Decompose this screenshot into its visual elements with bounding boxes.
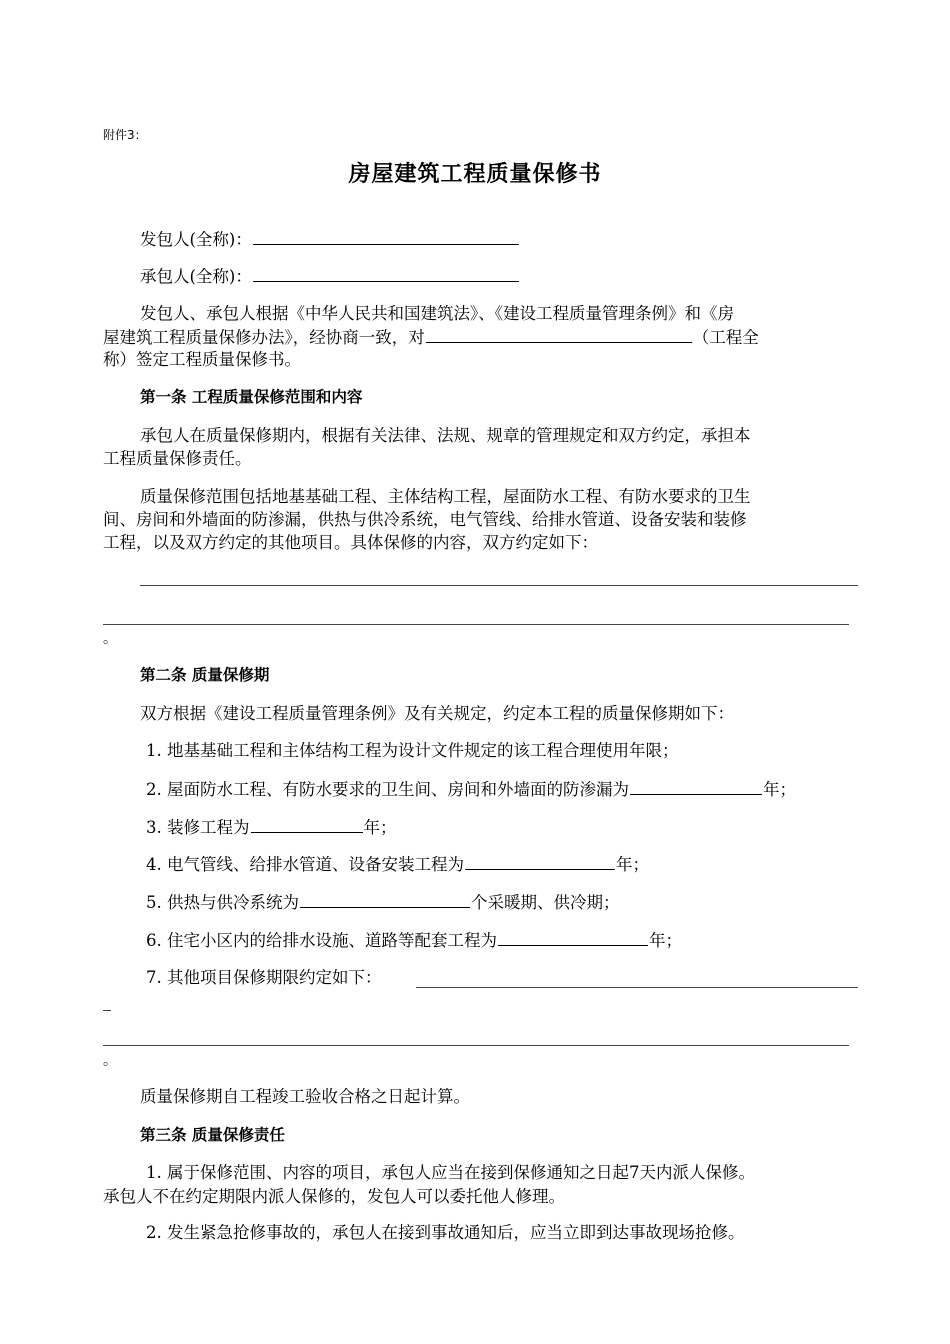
intro-line-2-suffix: （工程全 [692,328,759,347]
intro-line-3: 称）签定工程质量保修书。 [103,350,301,369]
intro-line-2 [103,326,759,349]
warranty-item-3-label: 3. 装修工程为 [146,818,250,837]
intro-line-1: 发包人、承包人根据《中华人民共和国建筑法》、《建设工程质量管理条例》和《房 [140,304,734,323]
party-a-label: 发包人(全称)： [140,230,252,249]
warranty-item-4-label: 4. 电气管线、给排水管道、设备安装工程为 [146,855,464,874]
article-2-blank-line[interactable] [103,1045,849,1046]
responsibility-item-1-line-2: 承包人不在约定期限内派人保修的，发包人可以委托他人修理。 [103,1187,565,1206]
warranty-item-5-label: 5. 供热与供冷系统为 [146,893,299,912]
article-2-end-mark: 。 [103,1053,117,1069]
warranty-item-5 [146,891,620,914]
warranty-item-6-label: 6. 住宅小区内的给排水设施、道路等配套工程为 [146,931,497,950]
warranty-item-3-unit: 年； [363,818,397,837]
warranty-item-7-blank[interactable] [416,987,858,988]
warranty-item-5-blank[interactable] [300,891,470,908]
warranty-item-7-continuation [103,1010,111,1011]
intro-line-2-text: 屋建筑工程质量保修办法》，经协商一致，对 [103,328,425,347]
article-3-heading: 第三条 质量保修责任 [140,1126,285,1144]
party-b-blank[interactable] [253,265,519,282]
article-1-heading: 第一条 工程质量保修范围和内容 [140,388,363,406]
party-b-label: 承包人(全称)： [140,267,252,286]
warranty-item-4-unit: 年； [616,855,649,874]
document-title: 房屋建筑工程质量保修书 [348,162,602,187]
warranty-item-6-blank[interactable] [498,929,648,946]
attachment-label: 附件3： [103,128,147,142]
warranty-item-2-blank[interactable] [630,778,762,795]
warranty-item-5-unit: 个采暖期、供冷期； [471,893,620,912]
article-1-blank-line-2[interactable] [103,624,849,625]
warranty-item-4-blank[interactable] [465,853,615,870]
responsibility-item-2: 2. 发生紧急抢修事故的，承包人在接到事故通知后，应当立即到达事故现场抢修。 [146,1223,745,1242]
warranty-item-3 [146,816,397,839]
warranty-item-7: 7. 其他项目保修期限约定如下： [146,968,382,987]
warranty-item-4 [146,853,649,876]
article-1-p2-line-2: 间、房间和外墙面的防渗漏，供热与供冷系统，电气管线、给排水管道、设备安装和装修 [103,510,747,529]
article-2-intro: 双方根据《建设工程质量管理条例》及有关规定，约定本工程的质量保修期如下： [140,704,734,723]
warranty-start-note: 质量保修期自工程竣工验收合格之日起计算。 [140,1087,470,1106]
article-2-heading: 第二条 质量保修期 [140,666,270,684]
party-b-row [140,265,520,288]
article-1-blank-line-1[interactable] [140,585,858,586]
warranty-item-3-blank[interactable] [251,816,363,833]
responsibility-item-1-line-1: 1. 属于保修范围、内容的项目，承包人应当在接到保修通知之日起7天内派人保修。 [146,1163,755,1182]
warranty-item-2 [146,778,796,801]
article-1-p1-line-2: 工程质量保修责任。 [103,449,252,468]
warranty-item-6-unit: 年； [649,931,682,950]
article-1-p2-line-1: 质量保修范围包括地基基础工程、主体结构工程，屋面防水工程、有防水要求的卫生 [140,487,751,506]
article-1-end-mark: 。 [103,631,117,647]
project-name-blank[interactable] [426,326,692,343]
party-a-blank[interactable] [253,228,519,245]
warranty-item-6 [146,929,682,952]
warranty-item-2-unit: 年； [763,780,796,799]
warranty-item-2-label: 2. 屋面防水工程、有防水要求的卫生间、房间和外墙面的防渗漏为 [146,780,629,799]
party-a-row [140,228,520,251]
warranty-item-1: 1. 地基基础工程和主体结构工程为设计文件规定的该工程合理使用年限； [146,741,679,760]
article-1-p1-line-1: 承包人在质量保修期内，根据有关法律、法规、规章的管理规定和双方约定，承担本 [140,426,751,445]
article-1-p2-line-3: 工程，以及双方约定的其他项目。具体保修的内容，双方约定如下： [103,533,598,552]
